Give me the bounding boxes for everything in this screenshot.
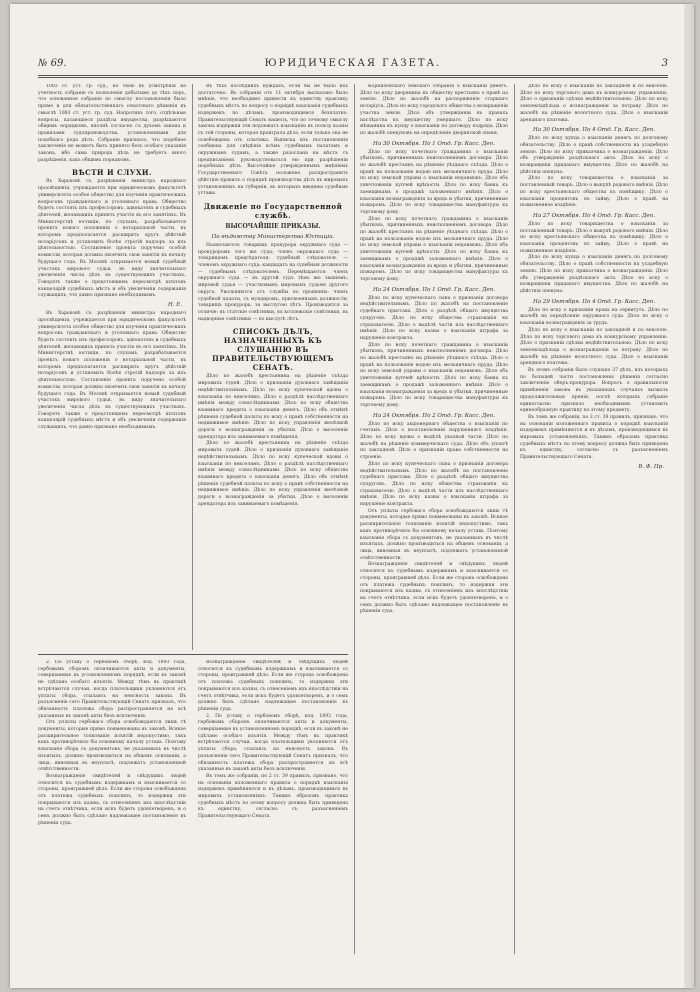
case-list-paragraph: Дѣло по иску почетнаго гражданина о взысканіи убытковъ, причиненныхъ неисполненіемъ договора. Дѣло по жалобѣ крестьянъ на рѣшеніе уѣзднаго съѣзда. Дѣло о правѣ на пользованіе водою изъ мельничнаго пруда. Дѣло по иску земской управы о взысканіи недоимокъ. Дѣло объ уничтоженіи купчей крѣпости. Дѣло по иску банка къ заемщикамъ о продажѣ заложеннаго имѣнія. Дѣло о взысканіи вознагражденія за вредъ и убытки, причиненные пожаромъ. Дѣло по иску товарищества мануфактуры къ торговому дому. [360, 216, 508, 282]
case-list-paragraph: Дѣло по иску о взысканіи по закладной и по векселю. Дѣло по иску торгового дома къ конкурсному управленію. Дѣло о признаніи сдѣлки недѣйствительною. Дѣло по иску землевладѣльца о вознагражденіи за потраву. Дѣло по жалобѣ на рѣшеніе волостного суда. Дѣло о взысканіи аренднаго платежа. [520, 84, 668, 123]
news-paragraph: Въ Харьковѣ съ разрѣшенія министра народнаго просвѣщенія, учреждается при юридическомъ факультетѣ университета особое общество для изученія практическихъ вопросовъ гражданскаго и уголовнаго права. Общество будетъ состоять изъ профессоровъ, адвокатовъ и судебныхъ дѣятелей, желающихъ принять участіе въ его занятіяхъ. Въ Министерствѣ юстиціи, по слухамъ, разрабатывается проектъ новаго положенія о нотаріальной части, въ которомъ предполагается расширить кругъ дѣйствій нотаріусовъ и установить болѣе строгій надзоръ за ихъ дѣятельностью. Составленіе проекта поручено особой комиссіи, которая должна окончить свои занятія къ началу будущаго года. Въ Москвѣ открывается новый судебный участокъ мирового судьи, въ виду значительнаго увеличенія числа дѣлъ въ существующихъ участкахъ. Говорятъ также о предстоящемъ пересмотрѣ штатовъ канцелярій судебныхъ мѣстъ и объ увеличеніи содержанія служащихъ, что давно признано необходимымъ. [38, 311, 186, 431]
article-paragraph: Вознагражденіе свидѣтелей и свѣдущихъ людей относится къ судебнымъ издержкамъ и взыскивается со стороны, проигравшей дѣло. Если же сторона освобождена отъ платежа судебныхъ пошлинъ, то издержки эти покрываются изъ казны, съ отнесеніемъ ихъ впослѣдствіи на счетъ отвѣтчика, если искъ будетъ удовлетворенъ, и о семъ должно быть сдѣлано надлежащее постановленіе въ рѣшеніи суда. [38, 773, 186, 826]
newspaper-title: ЮРИДИЧЕСКАЯ ГАЗЕТА. [264, 58, 442, 69]
date-heading: На 30 Октября. По 1 Отд. Гр. Касс. Деп. [373, 140, 495, 147]
article-paragraph: Отъ уплаты гербоваго сбора освобождаются лишь тѣ документы, которые прямо поименованы въ законѣ. Всякое расширительное толкованіе изъятій недопустимо, такъ какъ противорѣчило бы основному началу устава. Поэтому взысканіе сбора съ документовъ, не указанныхъ въ числѣ изъятыхъ, должно производиться на общемъ основаніи, а лица, виновныя въ неуплатѣ, подлежатъ установленной отвѣтственности. [38, 720, 186, 773]
date-heading: На 24 Октября. По 2 Отд. Гр. Касс. Деп. [373, 412, 495, 419]
header-rule-double [38, 77, 668, 78]
date-heading: На 30 Октября. По 4 Отд. Гр. Касс. Деп. [533, 127, 655, 134]
service-paragraph: Назначаются: товарищъ прокурора окружнаго суда — прокуроромъ того же суда; членъ окружнаго суда — товарищемъ предсѣдателя; судебный слѣдователь — членомъ окружнаго суда; кандидатъ на судебныя должности — судебнымъ слѣдователемъ. Перемѣщаются: членъ окружнаго суда — въ другой судъ тѣмъ же званіемъ; мировой судья — участковымъ мировымъ судьею другого округа. Увольняются отъ службы по прошенію: членъ судебной палаты, съ мундиромъ, присвоеннымъ должности; товарищъ прокурора, за выслугою лѣтъ. Производятся за отличіе: въ статскіе совѣтники, въ коллежскіе совѣтники, въ надворные совѣтники — по выслугѣ лѣтъ. [198, 242, 348, 322]
article-paragraph: Въ тѣхъ послѣднихъ нуждахъ, если бы не было ихъ достаточно. Въ собраніи отъ 11 октября высказано было мнѣніе, что необходимо привести къ единству практику судебныхъ мѣстъ по вопросу о порядкѣ взысканія судебныхъ издержекъ по дѣламъ, производящимся безплатно. Правительствующій Сенатъ нашелъ, что по точному смыслу закона издержки эти подлежатъ взысканію въ пользу казны съ той стороны, которая проиграла дѣло, если только она не освобождена отъ платежа. Выписка изъ постановленія сообщена для свѣдѣнія всѣмъ судебнымъ палатамъ и окружнымъ судамъ, а также разослана на мѣста съ предписаніемъ руководствоваться ею при разрѣшеніи подобныхъ дѣлъ. Высочайше утвержденнымъ мнѣніемъ Государственнаго Совѣта положено распространить дѣйствіе правилъ о порядкѣ производства дѣлъ въ мировыхъ установленіяхъ на губерніи, въ которыхъ введены судебные уставы. [198, 84, 348, 197]
case-list-paragraph: Дѣло по иску товарищества о взысканіи за поставленный товаръ. Дѣло о выкупѣ родового имѣнія. Дѣло по иску крестьянскаго общества къ помѣщику. Дѣло о взысканіи процентовъ по займу. Дѣло о правѣ на пожизненное владѣніе. [520, 221, 668, 254]
column-2 [198, 84, 348, 650]
case-list-paragraph: Дѣло по жалобѣ крестьянина на рѣшеніе съѣзда мировыхъ судей. Дѣло о признаніи духовнаго завѣщанія недѣйствительнымъ. Дѣло по иску купеческой вдовы о взысканіи по векселямъ. Дѣло о раздѣлѣ наслѣдственнаго имѣнія между сонаслѣдниками. Дѣло по иску общества взаимнаго кредита о взысканіи денегъ. Дѣло объ отмѣнѣ рѣшенія судебной палаты по иску о правѣ собственности на недвижимое имѣніе. Дѣло по иску управленія желѣзной дороги о вознагражденіи за убытки. Дѣло о выселеніи арендатора изъ занимаемаго помѣщенія. [198, 441, 348, 507]
article-paragraph: Въ этомъ собраніи было слушано 37 дѣлъ, изъ которыхъ по большей части постановлены рѣшенія согласно заключенію оберъ-прокурора. Вопросъ о правильности примѣненія закона въ указанныхъ случаяхъ вызвалъ продолжительныя пренія, послѣ которыхъ собраніе единогласно признало необходимымъ установить единообразную практику по этому предмету. [520, 368, 668, 414]
column-1 [38, 84, 186, 650]
column-4 [520, 84, 668, 954]
case-list-paragraph: Дѣло по иску о признаніи права на сервитутъ. Дѣло по жалобѣ на опредѣленіе окружного суда. Дѣло по иску о взысканіи вознагражденія за трудъ. [520, 307, 668, 327]
article-paragraph: 2. По уставу о гербовомъ сборѣ, изд. 1893 года, гербовымъ сборомъ оплачиваются акты и документы, совершаемые въ установленномъ порядкѣ, если въ законѣ не сдѣлано особаго изъятія. Между тѣмъ въ практикѣ встрѣчаются случаи, когда плательщики уклоняются отъ уплаты сбора, ссылаясь на неясность закона. Въ разъясненіе сего Правительствующій Сенатъ призналъ, что обязанность платежа сбора распространяется на всѣ указанные въ законѣ акты безъ исключенія. [38, 660, 186, 719]
column-divider [514, 84, 515, 954]
column-divider [192, 84, 193, 650]
header-rule [38, 75, 668, 76]
page-number: 3 [661, 58, 668, 69]
column-3 [360, 84, 508, 954]
page-header [38, 58, 668, 74]
case-list-paragraph: Дѣло по иску купца о взысканіи денегъ по долговому обязательству. Дѣло о правѣ собственности на усадебную землю. Дѣло по иску приказчика о вознагражденіи. Дѣло объ утвержденіи раздѣльнаго акта. Дѣло по иску о возвращеніи приданаго имущества. Дѣло по жалобѣ на дѣйствія опекуна. [520, 136, 668, 175]
case-list-paragraph: Дѣло по иску купеческаго сына о признаніи договора недѣйствительнымъ. Дѣло по жалобѣ на постановленіе судебнаго пристава. Дѣло о раздѣлѣ общаго имущества супруговъ. Дѣло по иску общества страхованія къ страхователю. Дѣло о выдѣлѣ части изъ наслѣдственнаго имѣнія. Дѣло по иску казны о взысканіи штрафа за нарушеніе контракта. [360, 461, 508, 508]
page-edge [684, 4, 694, 988]
case-list-paragraph: Дѣло по иску о взысканіи по закладной и по векселю. Дѣло по иску торгового дома къ конкурсному управленію. Дѣло о признаніи сдѣлки недѣйствительною. Дѣло по иску землевладѣльца о вознагражденіи за потраву. Дѣло по жалобѣ на рѣшеніе волостного суда. Дѣло о взысканіи аренднаго платежа. [520, 327, 668, 367]
section-heading-news: ВѢСТИ И СЛУХИ. [72, 168, 152, 178]
date-heading: На 29 Октября. По 4 Отд. Гр. Касс. Деп. [533, 298, 655, 305]
orders-subheading: По вѣдомству Министерства Юстиціи. [211, 233, 335, 240]
lower-column-1 [38, 660, 186, 954]
case-list-paragraph: Дѣло по иску товарищества о взысканіи за поставленный товаръ. Дѣло о выкупѣ родового имѣнія. Дѣло по иску крестьянскаго общества къ помѣщику. Дѣло о взысканіи процентовъ по займу. Дѣло о правѣ на пожизненное владѣніе. [520, 176, 668, 209]
issue-number: № 69. [38, 58, 67, 69]
article-paragraph: 2. По уставу о гербовомъ сборѣ, изд. 1893 года, гербовымъ сборомъ оплачиваются акты и документы, совершаемые въ установленномъ порядкѣ, если въ законѣ не сдѣлано особаго изъятія. Между тѣмъ въ практикѣ встрѣчаются случаи, когда плательщики уклоняются отъ уплаты сбора, ссылаясь на неясность закона. Въ разъясненіе сего Правительствующій Сенатъ призналъ, что обязанность платежа сбора распространяется на всѣ указанные въ законѣ акты безъ исключенія. [198, 713, 348, 773]
lower-column-2 [198, 660, 348, 954]
case-list-paragraph: Дѣло по иску почетнаго гражданина о взысканіи убытковъ, причиненныхъ неисполненіемъ договора. Дѣло по жалобѣ крестьянъ на рѣшеніе уѣзднаго съѣзда. Дѣло о правѣ на пользованіе водою изъ мельничнаго пруда. Дѣло по иску земской управы о взысканіи недоимокъ. Дѣло объ уничтоженіи купчей крѣпости. Дѣло по иску банка къ заемщикамъ о продажѣ заложеннаго имѣнія. Дѣло о взысканіи вознагражденія за вредъ и убытки, причиненные пожаромъ. Дѣло по иску товарищества мануфактуры къ торговому дому. [360, 342, 508, 408]
article-paragraph: Въ томъ же собраніи, по 2 ст. 39 правилъ, признано, что на основаніи изложеннаго правила о порядкѣ взысканія издержекъ примѣняются и къ дѣламъ, производящимся въ мировыхъ установленіяхъ. Такимъ образомъ практика судебныхъ мѣстъ по этому вопросу должна быть приведена къ единству, согласно съ разъясненіемъ Правительствующаго Сената. [520, 414, 668, 461]
signature: Н. Е. [167, 302, 182, 309]
article-paragraph: Вознагражденіе свидѣтелей и свѣдущихъ людей относится къ судебнымъ издержкамъ и взыскивается со стороны, проигравшей дѣло. Если же сторона освобождена отъ платежа судебныхъ пошлинъ, то издержки эти покрываются изъ казны, съ отнесеніемъ ихъ впослѣдствіи на счетъ отвѣтчика, если искъ будетъ удовлетворенъ, и о семъ должно быть сдѣлано надлежащее постановленіе въ рѣшеніи суда. [198, 660, 348, 712]
case-list-paragraph: Дѣло по иску купеческаго сына о признаніи договора недѣйствительнымъ. Дѣло по жалобѣ на постановленіе судебнаго пристава. Дѣло о раздѣлѣ общаго имущества супруговъ. Дѣло по иску общества страхованія къ страхователю. Дѣло о выдѣлѣ части изъ наслѣдственнаго имѣнія. Дѣло по иску казны о взысканіи штрафа за нарушеніе контракта. [360, 295, 508, 341]
signature: В. Ф. Пр. [638, 463, 664, 470]
case-list-paragraph: Дѣло по иску купца о взысканіи денегъ по долговому обязательству. Дѣло о правѣ собственности на усадебную землю. Дѣло по иску приказчика о вознагражденіи. Дѣло объ утвержденіи раздѣльнаго акта. Дѣло по иску о возвращеніи приданаго имущества. Дѣло по жалобѣ на дѣйствія опекуна. [520, 255, 668, 294]
date-heading: На 24 Октября. По 1 Отд. Гр. Касс. Деп. [373, 286, 495, 293]
case-list-paragraph: Дѣло по иску акціонернаго общества о взысканіи по счетамъ. Дѣло о возстановленіи нарушеннаго владѣнія. Дѣло по иску вдовы о выдѣлѣ указной части. Дѣло по жалобѣ на рѣшеніе коммерческаго суда. Дѣло объ уплатѣ по закладной. Дѣло о признаніи права собственности на строеніе. [360, 421, 508, 461]
case-list-paragraph: Дѣло по жалобѣ крестьянина на рѣшеніе съѣзда мировыхъ судей. Дѣло о признаніи духовнаго завѣщанія недѣйствительнымъ. Дѣло по иску купеческой вдовы о взысканіи по векселямъ. Дѣло о раздѣлѣ наслѣдственнаго имѣнія между сонаслѣдниками. Дѣло по иску общества взаимнаго кредита о взысканіи денегъ. Дѣло объ отмѣнѣ рѣшенія судебной палаты по иску о правѣ собственности на недвижимое имѣніе. Дѣло по иску управленія желѣзной дороги о вознагражденіи за убытки. Дѣло о выселеніи арендатора изъ занимаемаго помѣщенія. [198, 374, 348, 440]
date-heading: На 27 Октября. По 4 Отд. Гр. Касс. Деп. [533, 212, 655, 219]
article-paragraph: Отъ уплаты гербоваго сбора освобождаются лишь тѣ документы, которые прямо поименованы въ законѣ. Всякое расширительное толкованіе изъятій недопустимо, такъ какъ противорѣчило бы основному началу устава. Поэтому взысканіе сбора съ документовъ, не указанныхъ въ числѣ изъятыхъ, должно производиться на общемъ основаніи, а лица, виновныя въ неуплатѣ, подлежатъ установленной отвѣтственности. [360, 508, 508, 561]
section-rule [38, 654, 348, 655]
article-paragraph: Вознагражденіе свидѣтелей и свѣдущихъ людей относится къ судебнымъ издержкамъ и взыскивается со стороны, проигравшей дѣло. Если же сторона освобождена отъ платежа судебныхъ пошлинъ, то издержки эти покрываются изъ казны, съ отнесеніемъ ихъ впослѣдствіи на счетъ отвѣтчика, если искъ будетъ удовлетворенъ, и о семъ должно быть сдѣлано надлежащее постановленіе въ рѣшеніи суда. [360, 562, 508, 615]
case-list-paragraph: Дѣло по иску почетнаго гражданина о взысканіи убытковъ, причиненныхъ неисполненіемъ договора. Дѣло по жалобѣ крестьянъ на рѣшеніе уѣзднаго съѣзда. Дѣло о правѣ на пользованіе водою изъ мельничнаго пруда. Дѣло по иску земской управы о взысканіи недоимокъ. Дѣло объ уничтоженіи купчей крѣпости. Дѣло по иску банка къ заемщикамъ о продажѣ заложеннаго имѣнія. Дѣло о взысканіи вознагражденія за вредъ и убытки, причиненные пожаромъ. Дѣло по иску товарищества мануфактуры къ торговому дому. [360, 149, 508, 215]
article-paragraph: 1083 ст. уст. гр. суд., но свою въ усмотрѣнія на учетность собраніе съ позволенія добытымъ до тѣхъ поръ, что основанное собраніе по смыслу постановленія было прямо и для обязательственнаго сенатскаго рѣшенія въ смыслѣ 1083 ст. уст. гр. суд. Напротивъ того, отдѣльные вопросы, касающіеся раздѣла имущества, разрѣшаются общимъ порядкомъ, вполнѣ согласно съ духомъ закона и правилами судопроизводства, установленными для подобнаго рода дѣлъ. Собраніе признало, что подобное заключеніе не можетъ быть принято безъ особаго указанія закона, ибо сама природа дѣла не требуетъ иного разрѣшенія, какъ общимъ порядкомъ. [38, 84, 186, 163]
newspaper-page [10, 4, 694, 988]
news-paragraph: Въ Харьковѣ съ разрѣшенія министра народнаго просвѣщенія, учреждается при юридическомъ факультетѣ университета особое общество для изученія практическихъ вопросовъ гражданскаго и уголовнаго права. Общество будетъ состоять изъ профессоровъ, адвокатовъ и судебныхъ дѣятелей, желающихъ принять участіе въ его занятіяхъ. Въ Министерствѣ юстиціи, по слухамъ, разрабатывается проектъ новаго положенія о нотаріальной части, въ которомъ предполагается расширить кругъ дѣйствій нотаріусовъ и установить болѣе строгій надзоръ за ихъ дѣятельностью. Составленіе проекта поручено особой комиссіи, которая должна окончить свои занятія къ началу будущаго года. Въ Москвѣ открывается новый судебный участокъ мирового судьи, въ виду значительнаго увеличенія числа дѣлъ въ существующихъ участкахъ. Говорятъ также о предстоящемъ пересмотрѣ штатовъ канцелярій судебныхъ мѣстъ и объ увеличеніи содержанія служащихъ, что давно признано необходимымъ. [38, 179, 186, 299]
section-heading-case-list: СПИСОКЪ ДѢЛЪ, НАЗНАЧЕННЫХЪ КЪ СЛУШАНІЮ ВЪ ПРАВИТЕЛЬСТВУЮЩЕМЪ СЕНАТѢ. [212, 327, 334, 373]
section-heading-service: Движеніе по Государственной службѣ. [203, 201, 343, 220]
article-paragraph: Въ томъ же собраніи, по 2 ст. 39 правилъ, признано, что на основаніи изложеннаго правила о порядкѣ взысканія издержекъ примѣняются и къ дѣламъ, производящимся въ мировыхъ установленіяхъ. Такимъ образомъ практика судебныхъ мѣстъ по этому вопросу должна быть приведена къ единству, согласно съ разъясненіемъ Правительствующаго Сената. [198, 773, 348, 820]
column-divider [354, 84, 355, 954]
orders-heading: ВЫСОЧАЙШІЕ ПРИКАЗЫ. [225, 222, 321, 230]
case-list-paragraph: Корниловскаго земскаго собранія о взысканіи денегъ. Дѣло по иску дворянина къ обществу крестьянъ о правѣ на землю. Дѣло по жалобѣ на распоряженіе старшаго нотаріуса. Дѣло по иску городского общества о возвращеніи участка земли. Дѣло объ утвержденіи въ правахъ наслѣдства къ имуществу умершаго. Дѣло по иску мѣщанина къ купцу о взысканіи по договору подряда. Дѣло по жалобѣ опекуновъ на опредѣленіе дворянской опеки. [360, 84, 508, 136]
